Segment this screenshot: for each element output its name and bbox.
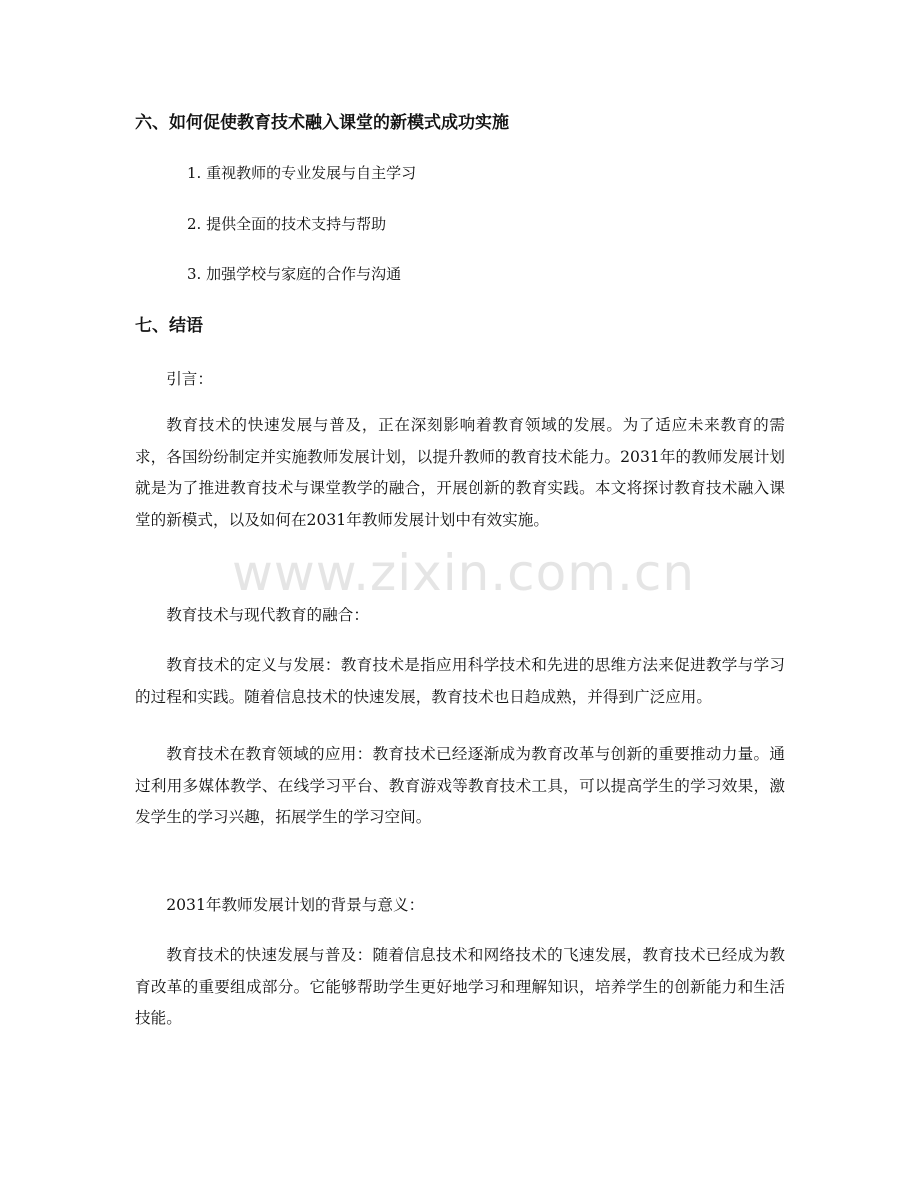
paragraph-intro-body: 教育技术的快速发展与普及，正在深刻影响着教育领域的发展。为了适应未来教育的需求，各国纷纷制定并实施教师发展计划，以提升教师的教育技术能力。2031年的教师发展计划就是为了推进教育技术与课堂教学的融合，开展创新的教育实践。本文将探讨教育技术融入课堂的新模式，以及如何在2031年教师发展计划中有效实施。 (135, 416, 785, 529)
list-item-2: 2. 提供全面的技术支持与帮助 (187, 215, 387, 233)
paragraph-definition: 教育技术的定义与发展：教育技术是指应用科学技术和先进的思维方法来促进教学与学习的过程和实践。随着信息技术的快速发展，教育技术也日趋成熟，并得到广泛应用。 (135, 656, 785, 706)
watermark: www.zixin.com.cn (232, 544, 696, 602)
paragraph-development: 教育技术的快速发展与普及：随着信息技术和网络技术的飞速发展，教育技术已经成为教育改革的重要组成部分。它能够帮助学生更好地学习和理解知识，培养学生的创新能力和生活技能。 (135, 946, 785, 1027)
subheading-integration: 教育技术与现代教育的融合： (166, 606, 369, 624)
list-item-3: 3. 加强学校与家庭的合作与沟通 (187, 265, 402, 283)
list-item-1: 1. 重视教师的专业发展与自主学习 (187, 164, 417, 182)
subheading-background: 2031年教师发展计划的背景与意义： (166, 896, 425, 914)
paragraph-application: 教育技术在教育领域的应用：教育技术已经逐渐成为教育改革与创新的重要推动力量。通过利用多媒体教学、在线学习平台、教育游戏等教育技术工具，可以提高学生的学习效果，激发学生的学习兴趣，拓展学生的学习空间。 (135, 745, 785, 826)
section-heading-6: 六、如何促使教育技术融入课堂的新模式成功实施 (135, 113, 509, 133)
section-heading-7: 七、结语 (135, 316, 203, 336)
intro-label: 引言： (166, 370, 213, 388)
